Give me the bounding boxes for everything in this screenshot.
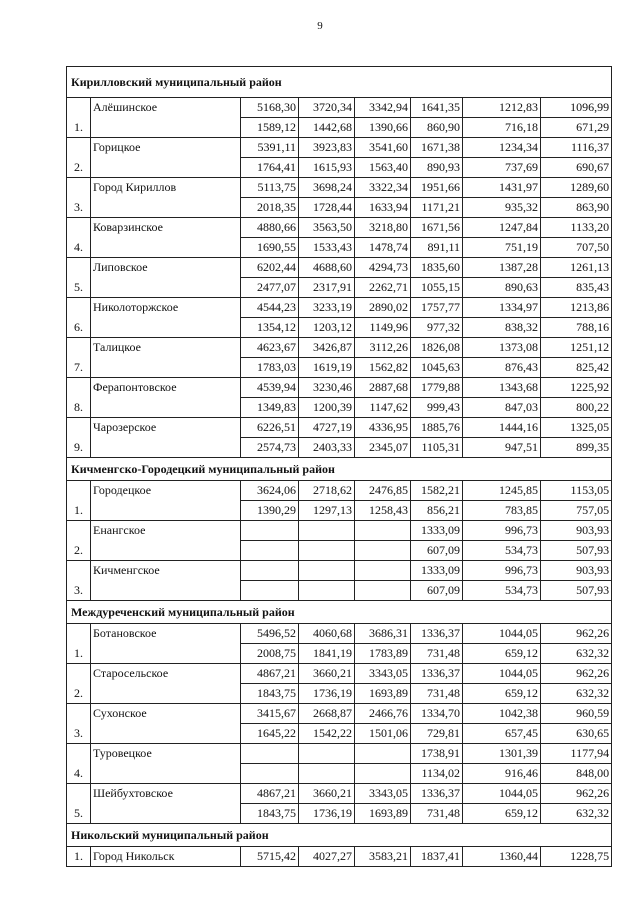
value-cell: 3583,21 <box>355 847 411 867</box>
value-cell: 2574,73 <box>241 438 299 458</box>
value-cell: 632,32 <box>541 644 612 664</box>
value-cell: 757,05 <box>541 501 612 521</box>
section-title: Никольский муниципальный район <box>67 824 612 847</box>
value-cell: 5168,30 <box>241 98 299 118</box>
value-cell: 1045,63 <box>411 358 463 378</box>
value-cell: 1501,06 <box>355 724 411 744</box>
value-cell: 4544,23 <box>241 298 299 318</box>
value-cell: 3426,87 <box>299 338 355 358</box>
value-cell <box>241 521 299 541</box>
value-cell: 3686,31 <box>355 624 411 644</box>
table-row <box>67 481 612 501</box>
value-cell: 3720,34 <box>299 98 355 118</box>
value-cell: 947,51 <box>463 438 541 458</box>
value-cell <box>355 561 411 581</box>
value-cell: 1203,12 <box>299 318 355 338</box>
section-title: Междуреченский муниципальный район <box>67 601 612 624</box>
table-row <box>67 847 612 867</box>
settlement-name: Талицкое <box>91 338 241 378</box>
value-cell: 6202,44 <box>241 258 299 278</box>
value-cell: 835,43 <box>541 278 612 298</box>
value-cell: 632,32 <box>541 684 612 704</box>
value-cell: 3233,19 <box>299 298 355 318</box>
value-cell <box>241 561 299 581</box>
value-cell <box>241 541 299 561</box>
value-cell: 3698,24 <box>299 178 355 198</box>
settlement-name: Ботановское <box>91 624 241 664</box>
value-cell: 731,48 <box>411 684 463 704</box>
value-cell: 996,73 <box>463 521 541 541</box>
settlement-name: Енангское <box>91 521 241 561</box>
value-cell: 1044,05 <box>463 624 541 644</box>
value-cell: 1671,56 <box>411 218 463 238</box>
value-cell: 4880,66 <box>241 218 299 238</box>
value-cell: 1343,68 <box>463 378 541 398</box>
value-cell: 916,46 <box>463 764 541 784</box>
value-cell: 2403,33 <box>299 438 355 458</box>
table-row <box>67 98 612 118</box>
table-row <box>67 744 612 764</box>
row-index: 6. <box>67 298 91 338</box>
value-cell: 1171,21 <box>411 198 463 218</box>
value-cell <box>299 764 355 784</box>
value-cell: 1360,44 <box>463 847 541 867</box>
settlement-name: Город Кириллов <box>91 178 241 218</box>
value-cell: 996,73 <box>463 561 541 581</box>
value-cell: 890,93 <box>411 158 463 178</box>
value-cell: 1390,29 <box>241 501 299 521</box>
value-cell: 1213,86 <box>541 298 612 318</box>
value-cell: 3660,21 <box>299 664 355 684</box>
value-cell: 1582,21 <box>411 481 463 501</box>
value-cell: 659,12 <box>463 804 541 824</box>
value-cell: 1562,82 <box>355 358 411 378</box>
value-cell: 707,50 <box>541 238 612 258</box>
value-cell: 3343,05 <box>355 784 411 804</box>
value-cell: 630,65 <box>541 724 612 744</box>
value-cell: 876,43 <box>463 358 541 378</box>
value-cell: 3218,80 <box>355 218 411 238</box>
value-cell: 1225,92 <box>541 378 612 398</box>
value-cell: 1297,13 <box>299 501 355 521</box>
table-body <box>67 67 612 867</box>
settlement-name: Кичменгское <box>91 561 241 601</box>
value-cell: 962,26 <box>541 664 612 684</box>
value-cell: 1431,97 <box>463 178 541 198</box>
row-index: 3. <box>67 561 91 601</box>
row-index: 1. <box>67 481 91 521</box>
value-cell: 1783,03 <box>241 358 299 378</box>
value-cell <box>299 561 355 581</box>
value-cell: 4294,73 <box>355 258 411 278</box>
value-cell: 4027,27 <box>299 847 355 867</box>
value-cell: 848,00 <box>541 764 612 784</box>
value-cell: 4867,21 <box>241 664 299 684</box>
settlement-name: Липовское <box>91 258 241 298</box>
value-cell: 1147,62 <box>355 398 411 418</box>
value-cell: 1336,37 <box>411 664 463 684</box>
section-title: Кичменгско-Городецкий муниципальный район <box>67 458 612 481</box>
settlement-name: Туровецкое <box>91 744 241 784</box>
value-cell: 1096,99 <box>541 98 612 118</box>
value-cell: 2476,85 <box>355 481 411 501</box>
value-cell: 1837,41 <box>411 847 463 867</box>
value-cell: 1764,41 <box>241 158 299 178</box>
value-cell: 1354,12 <box>241 318 299 338</box>
table-row <box>67 521 612 541</box>
value-cell: 1442,68 <box>299 118 355 138</box>
table-row <box>67 378 612 398</box>
value-cell: 2477,07 <box>241 278 299 298</box>
value-cell: 860,90 <box>411 118 463 138</box>
tariff-table <box>66 66 612 867</box>
row-index: 1. <box>67 847 91 867</box>
value-cell: 1589,12 <box>241 118 299 138</box>
value-cell: 3322,34 <box>355 178 411 198</box>
table-row <box>67 561 612 581</box>
value-cell: 1542,22 <box>299 724 355 744</box>
row-index: 1. <box>67 624 91 664</box>
value-cell: 2887,68 <box>355 378 411 398</box>
row-index: 5. <box>67 258 91 298</box>
value-cell: 737,69 <box>463 158 541 178</box>
value-cell: 5391,11 <box>241 138 299 158</box>
table-row <box>67 138 612 158</box>
value-cell: 838,32 <box>463 318 541 338</box>
settlement-name: Чарозерское <box>91 418 241 458</box>
value-cell: 4539,94 <box>241 378 299 398</box>
value-cell: 1736,19 <box>299 804 355 824</box>
row-index: 5. <box>67 784 91 824</box>
value-cell: 1116,37 <box>541 138 612 158</box>
settlement-name: Алёшинское <box>91 98 241 138</box>
row-index: 8. <box>67 378 91 418</box>
value-cell: 1105,31 <box>411 438 463 458</box>
value-cell: 1258,43 <box>355 501 411 521</box>
settlement-name: Горицкое <box>91 138 241 178</box>
value-cell: 2008,75 <box>241 644 299 664</box>
table-row <box>67 178 612 198</box>
value-cell: 1841,19 <box>299 644 355 664</box>
value-cell: 1134,02 <box>411 764 463 784</box>
value-cell: 1390,66 <box>355 118 411 138</box>
value-cell: 4727,19 <box>299 418 355 438</box>
value-cell: 962,26 <box>541 624 612 644</box>
value-cell: 962,26 <box>541 784 612 804</box>
value-cell: 1044,05 <box>463 784 541 804</box>
section-title: Кирилловский муниципальный район <box>67 67 612 98</box>
value-cell: 1826,08 <box>411 338 463 358</box>
value-cell: 729,81 <box>411 724 463 744</box>
value-cell: 1228,75 <box>541 847 612 867</box>
value-cell: 2262,71 <box>355 278 411 298</box>
value-cell: 659,12 <box>463 684 541 704</box>
value-cell: 1177,94 <box>541 744 612 764</box>
value-cell: 899,35 <box>541 438 612 458</box>
value-cell <box>299 521 355 541</box>
value-cell: 800,22 <box>541 398 612 418</box>
settlement-name: Город Никольск <box>91 847 241 867</box>
value-cell: 1619,19 <box>299 358 355 378</box>
value-cell: 1301,39 <box>463 744 541 764</box>
settlement-name: Городецкое <box>91 481 241 521</box>
value-cell: 1149,96 <box>355 318 411 338</box>
value-cell: 863,90 <box>541 198 612 218</box>
section-header-row <box>67 601 612 624</box>
value-cell: 1044,05 <box>463 664 541 684</box>
value-cell: 5113,75 <box>241 178 299 198</box>
value-cell <box>241 581 299 601</box>
value-cell <box>299 541 355 561</box>
value-cell: 1289,60 <box>541 178 612 198</box>
settlement-name: Николоторжское <box>91 298 241 338</box>
value-cell: 1736,19 <box>299 684 355 704</box>
value-cell: 1245,85 <box>463 481 541 501</box>
value-cell: 1615,93 <box>299 158 355 178</box>
value-cell: 891,11 <box>411 238 463 258</box>
value-cell: 1645,22 <box>241 724 299 744</box>
value-cell: 1234,34 <box>463 138 541 158</box>
value-cell: 4867,21 <box>241 784 299 804</box>
value-cell: 1212,83 <box>463 98 541 118</box>
table-row <box>67 704 612 724</box>
value-cell: 507,93 <box>541 581 612 601</box>
value-cell: 2466,76 <box>355 704 411 724</box>
value-cell: 1200,39 <box>299 398 355 418</box>
settlement-name: Ферапонтовское <box>91 378 241 418</box>
value-cell: 607,09 <box>411 541 463 561</box>
value-cell: 1757,77 <box>411 298 463 318</box>
value-cell: 2890,02 <box>355 298 411 318</box>
value-cell: 903,93 <box>541 521 612 541</box>
value-cell: 1261,13 <box>541 258 612 278</box>
row-index: 2. <box>67 664 91 704</box>
value-cell <box>355 744 411 764</box>
value-cell: 1728,44 <box>299 198 355 218</box>
value-cell: 3541,60 <box>355 138 411 158</box>
value-cell: 1349,83 <box>241 398 299 418</box>
page-number: 9 <box>317 20 323 32</box>
value-cell <box>299 581 355 601</box>
value-cell: 632,32 <box>541 804 612 824</box>
value-cell: 2018,35 <box>241 198 299 218</box>
value-cell <box>355 764 411 784</box>
value-cell: 3415,67 <box>241 704 299 724</box>
table-row <box>67 784 612 804</box>
row-index: 2. <box>67 138 91 178</box>
value-cell: 1779,88 <box>411 378 463 398</box>
value-cell: 1671,38 <box>411 138 463 158</box>
value-cell <box>299 744 355 764</box>
value-cell: 1333,09 <box>411 561 463 581</box>
value-cell: 1251,12 <box>541 338 612 358</box>
value-cell: 1533,43 <box>299 238 355 258</box>
value-cell: 788,16 <box>541 318 612 338</box>
value-cell: 1055,15 <box>411 278 463 298</box>
value-cell: 3624,06 <box>241 481 299 501</box>
settlement-name: Шейбухтовское <box>91 784 241 824</box>
value-cell: 716,18 <box>463 118 541 138</box>
row-index: 9. <box>67 418 91 458</box>
section-header-row <box>67 824 612 847</box>
value-cell: 3660,21 <box>299 784 355 804</box>
value-cell: 5715,42 <box>241 847 299 867</box>
value-cell: 903,93 <box>541 561 612 581</box>
table-row <box>67 298 612 318</box>
value-cell: 731,48 <box>411 644 463 664</box>
value-cell: 1783,89 <box>355 644 411 664</box>
value-cell: 3563,50 <box>299 218 355 238</box>
value-cell: 1336,37 <box>411 784 463 804</box>
value-cell: 3923,83 <box>299 138 355 158</box>
value-cell: 3343,05 <box>355 664 411 684</box>
value-cell: 3230,46 <box>299 378 355 398</box>
row-index: 3. <box>67 178 91 218</box>
value-cell: 1334,97 <box>463 298 541 318</box>
value-cell: 607,09 <box>411 581 463 601</box>
value-cell: 4060,68 <box>299 624 355 644</box>
value-cell <box>355 541 411 561</box>
value-cell: 1153,05 <box>541 481 612 501</box>
value-cell: 1641,35 <box>411 98 463 118</box>
table-row <box>67 664 612 684</box>
value-cell: 534,73 <box>463 541 541 561</box>
value-cell: 890,63 <box>463 278 541 298</box>
table-row <box>67 338 612 358</box>
value-cell: 6226,51 <box>241 418 299 438</box>
row-index: 4. <box>67 218 91 258</box>
value-cell: 999,43 <box>411 398 463 418</box>
section-header-row <box>67 458 612 481</box>
value-cell: 671,29 <box>541 118 612 138</box>
value-cell: 1951,66 <box>411 178 463 198</box>
value-cell: 825,42 <box>541 358 612 378</box>
value-cell: 2345,07 <box>355 438 411 458</box>
value-cell: 1444,16 <box>463 418 541 438</box>
settlement-name: Коварзинское <box>91 218 241 258</box>
value-cell: 4623,67 <box>241 338 299 358</box>
settlement-name: Старосельское <box>91 664 241 704</box>
value-cell: 977,32 <box>411 318 463 338</box>
value-cell: 1478,74 <box>355 238 411 258</box>
table-row <box>67 624 612 644</box>
value-cell: 847,03 <box>463 398 541 418</box>
value-cell: 751,19 <box>463 238 541 258</box>
value-cell <box>355 521 411 541</box>
row-index: 1. <box>67 98 91 138</box>
value-cell: 2317,91 <box>299 278 355 298</box>
value-cell: 1843,75 <box>241 804 299 824</box>
row-index: 3. <box>67 704 91 744</box>
value-cell <box>355 581 411 601</box>
value-cell: 1633,94 <box>355 198 411 218</box>
value-cell: 935,32 <box>463 198 541 218</box>
table-row <box>67 218 612 238</box>
value-cell: 2718,62 <box>299 481 355 501</box>
value-cell: 960,59 <box>541 704 612 724</box>
value-cell: 1563,40 <box>355 158 411 178</box>
value-cell: 1133,20 <box>541 218 612 238</box>
value-cell: 1387,28 <box>463 258 541 278</box>
value-cell: 507,93 <box>541 541 612 561</box>
row-index: 7. <box>67 338 91 378</box>
table-row <box>67 258 612 278</box>
value-cell: 1843,75 <box>241 684 299 704</box>
value-cell: 1333,09 <box>411 521 463 541</box>
value-cell: 783,85 <box>463 501 541 521</box>
value-cell: 4336,95 <box>355 418 411 438</box>
value-cell: 1373,08 <box>463 338 541 358</box>
value-cell: 1690,55 <box>241 238 299 258</box>
value-cell: 1693,89 <box>355 684 411 704</box>
section-header-row <box>67 67 612 98</box>
value-cell: 1325,05 <box>541 418 612 438</box>
value-cell: 5496,52 <box>241 624 299 644</box>
value-cell: 731,48 <box>411 804 463 824</box>
value-cell: 4688,60 <box>299 258 355 278</box>
value-cell <box>241 744 299 764</box>
value-cell: 657,45 <box>463 724 541 744</box>
value-cell: 3342,94 <box>355 98 411 118</box>
value-cell: 1738,91 <box>411 744 463 764</box>
table-row <box>67 418 612 438</box>
value-cell: 1334,70 <box>411 704 463 724</box>
value-cell: 856,21 <box>411 501 463 521</box>
value-cell: 690,67 <box>541 158 612 178</box>
settlement-name: Сухонское <box>91 704 241 744</box>
value-cell: 534,73 <box>463 581 541 601</box>
value-cell: 1885,76 <box>411 418 463 438</box>
row-index: 2. <box>67 521 91 561</box>
row-index: 4. <box>67 744 91 784</box>
value-cell: 1835,60 <box>411 258 463 278</box>
value-cell: 2668,87 <box>299 704 355 724</box>
value-cell: 3112,26 <box>355 338 411 358</box>
value-cell: 1336,37 <box>411 624 463 644</box>
value-cell: 1042,38 <box>463 704 541 724</box>
value-cell: 1693,89 <box>355 804 411 824</box>
value-cell <box>241 764 299 784</box>
value-cell: 659,12 <box>463 644 541 664</box>
value-cell: 1247,84 <box>463 218 541 238</box>
